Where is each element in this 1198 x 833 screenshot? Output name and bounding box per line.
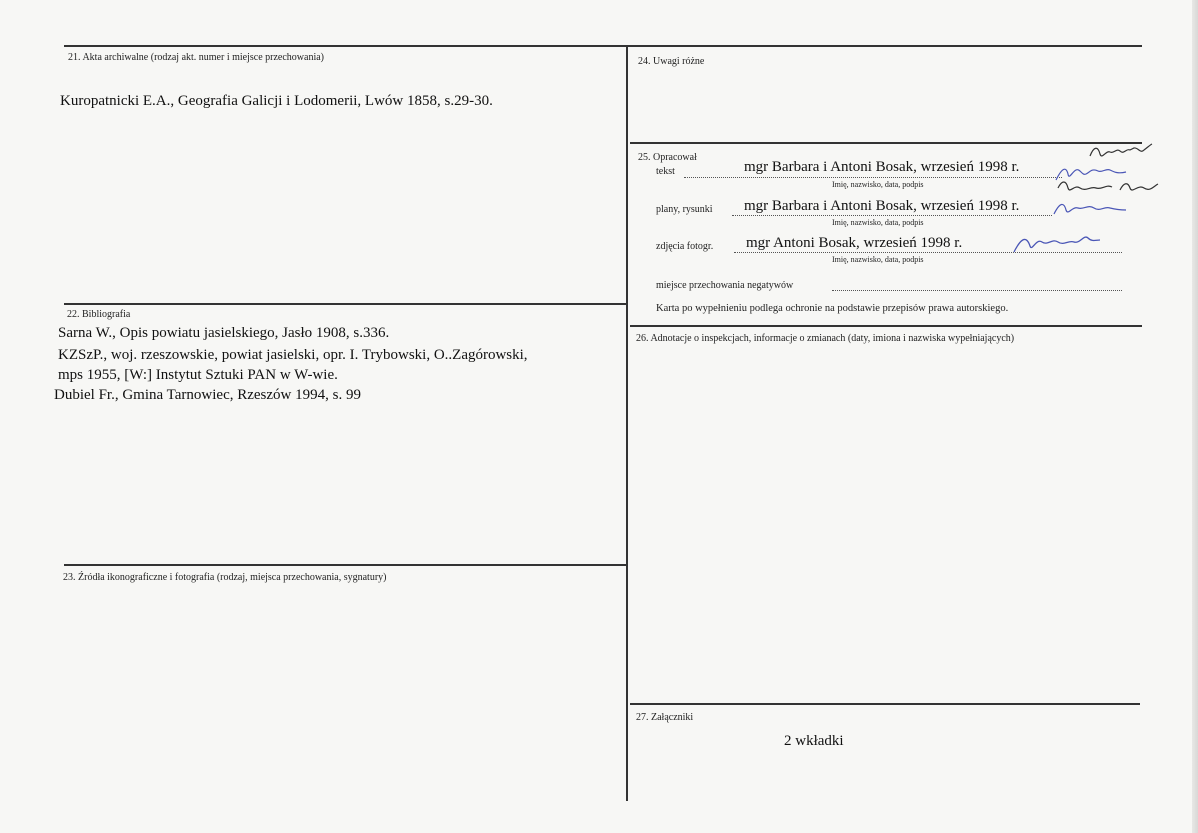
- bibliography-line-4: Dubiel Fr., Gmina Tarnowiec, Rzeszów 1994, s. 99: [54, 387, 361, 403]
- center-divider: [626, 45, 628, 801]
- bibliography-line-2: KZSzP., woj. rzeszowskie, powiat jasielski, opr. I. Trybowski, O..Zagórowski,: [58, 347, 528, 363]
- signature-blue-3: [1012, 230, 1102, 260]
- rule-26-27: [630, 703, 1140, 705]
- section-26-heading: 26. Adnotacje o inspekcjach, informacje o zmianach (daty, imiona i nazwiska wypełniających): [636, 333, 1015, 344]
- section-25-heading: 25. Opracował: [638, 152, 697, 163]
- section-23-heading: 23. Źródła ikonograficzne i fotografia (rodzaj, miejsca przechowania, sygnatury): [63, 572, 387, 583]
- signature-dark-2: [1056, 178, 1160, 200]
- text-caption: Imię, nazwisko, data, podpis: [832, 180, 924, 189]
- top-rule: [64, 45, 1142, 47]
- drawings-label: plany, rysunki: [656, 204, 713, 215]
- drawings-author-value: mgr Barbara i Antoni Bosak, wrzesień 1998 r.: [744, 198, 1020, 214]
- bibliography-line-3: mps 1955, [W:] Instytut Sztuki PAN w W-wie.: [58, 367, 338, 383]
- photos-label: zdjęcia fotogr.: [656, 241, 714, 252]
- text-label: tekst: [656, 166, 675, 177]
- section-22-heading: 22. Bibliografia: [67, 309, 131, 320]
- photos-author-value: mgr Antoni Bosak, wrzesień 1998 r.: [746, 235, 963, 251]
- section-27-heading: 27. Załączniki: [636, 712, 694, 723]
- drawings-caption: Imię, nazwisko, data, podpis: [832, 218, 924, 227]
- photos-caption: Imię, nazwisko, data, podpis: [832, 255, 924, 264]
- text-author-value: mgr Barbara i Antoni Bosak, wrzesień 1998 r.: [744, 159, 1020, 175]
- rule-21-22: [64, 303, 628, 305]
- section-24-heading: 24. Uwagi różne: [638, 56, 705, 67]
- negatives-dotline: [832, 290, 1122, 291]
- bibliography-line-1: Sarna W., Opis powiatu jasielskiego, Jasło 1908, s.336.: [58, 325, 390, 341]
- signature-blue-2: [1052, 198, 1128, 222]
- scan-edge: [1192, 0, 1198, 833]
- rule-25-26: [630, 325, 1142, 327]
- attachments-value: 2 wkładki: [784, 733, 844, 749]
- section-21-heading: 21. Akta archiwalne (rodzaj akt. numer i miejsce przechowania): [68, 52, 325, 63]
- rule-22-23: [64, 564, 628, 566]
- section-21-entry: Kuropatnicki E.A., Geografia Galicji i Lodomerii, Lwów 1858, s.29-30.: [60, 93, 493, 109]
- negatives-label: miejsce przechowania negatywów: [656, 280, 794, 291]
- rule-24-25: [630, 142, 1142, 144]
- text-dotline: [684, 177, 1062, 178]
- copyright-note: Karta po wypełnieniu podlega ochronie na podstawie przepisów prawa autorskiego.: [656, 303, 1009, 314]
